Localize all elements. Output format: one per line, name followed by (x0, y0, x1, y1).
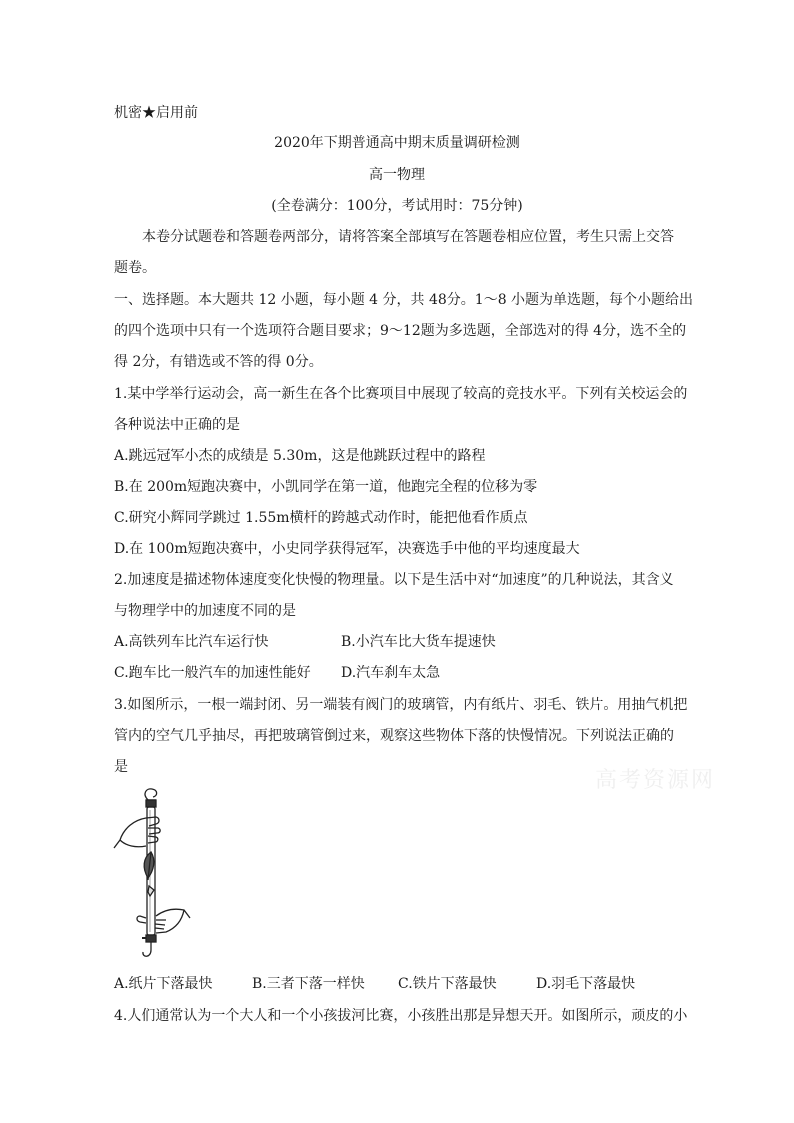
q2-stem-line-1: 2.加速度是描述物体速度变化快慢的物理量。以下是生活中对“加速度”的几种说法，其含义 (114, 572, 674, 588)
subject-title: 高一物理 (369, 167, 425, 183)
q1-stem-line-1: 1.某中学举行运动会，高一新生在各个比赛项目中展现了较高的竞技水平。下列有关校运会的 (114, 386, 688, 402)
q3-stem-line-2: 管内的空气几乎抽尽，再把玻璃管倒过来，观察这些物体下落的快慢情况。下列说法正确的 (114, 728, 674, 744)
instructions-line-1: 本卷分试题卷和答题卷两部分，请将答案全部填写在答题卷相应位置，考生只需上交答 (142, 229, 674, 245)
q2-stem-line-2: 与物理学中的加速度不同的是 (114, 603, 296, 619)
q2-option-a: A.高铁列车比汽车运行快 (114, 634, 269, 650)
q2-option-b: B.小汽车比大货车提速快 (341, 634, 496, 650)
lower-hand (155, 909, 190, 933)
q1-option-c: C.研究小辉同学跳过 1.55m横杆的跨越式动作时，能把他看作质点 (114, 510, 528, 526)
q4-stem-line-1: 4.人们通常认为一个大人和一个小孩拔河比赛，小孩胜出那是异想天开。如图所示，顽皮的小 (114, 1008, 688, 1024)
q1-option-b: B.在 200m短跑决赛中，小凯同学在第一道，他跑完全程的位移为零 (114, 479, 538, 495)
q1-option-a: A.跳远冠军小杰的成绩是 5.30m，这是他跳跃过程中的路程 (114, 448, 486, 464)
q3-stem-line-3: 是 (114, 759, 128, 775)
section-heading-line-2: 的四个选项中只有一个选项符合题目要求；9～12题为多选题，全部选对的得 4分，选不全的 (114, 323, 687, 339)
q3-option-b: B.三者下落一样快 (252, 976, 365, 992)
q2-option-d: D.汽车刹车太急 (341, 665, 441, 681)
q3-option-a: A.纸片下落最快 (114, 976, 213, 992)
q3-stem-line-1: 3.如图所示，一根一端封闭、另一端装有阀门的玻璃管，内有纸片、羽毛、铁片。用抽气机把 (114, 697, 688, 713)
section-heading-line-1: 一、选择题。本大题共 12 小题，每小题 4 分，共 48分。1～8 小题为单选题，每个小题给出 (114, 292, 694, 308)
bottom-hook (143, 942, 151, 956)
exam-title: 2020年下期普通高中期末质量调研检测 (274, 135, 520, 151)
q1-stem-line-2: 各种说法中正确的是 (114, 417, 240, 433)
q2-option-c: C.跑车比一般汽车的加速性能好 (114, 665, 311, 681)
top-hook (145, 789, 157, 800)
instructions-line-2: 题卷。 (114, 260, 156, 276)
secret-label: 机密★启用前 (114, 105, 198, 121)
watermark: 高考资源网 (595, 768, 716, 793)
q3-option-c: C.铁片下落最快 (398, 976, 497, 992)
q1-option-d: D.在 100m短跑决赛中，小史同学获得冠军，决赛选手中他的平均速度最大 (114, 541, 580, 557)
valve (146, 935, 156, 942)
exam-info: (全卷满分：100分，考试用时：75分钟) (271, 198, 523, 214)
q3-option-d: D.羽毛下落最快 (536, 976, 636, 992)
glass-tube-figure (112, 786, 192, 971)
section-heading-line-3: 得 2分，有错选或不答的得 0分。 (114, 354, 323, 370)
upper-hand (120, 817, 160, 847)
